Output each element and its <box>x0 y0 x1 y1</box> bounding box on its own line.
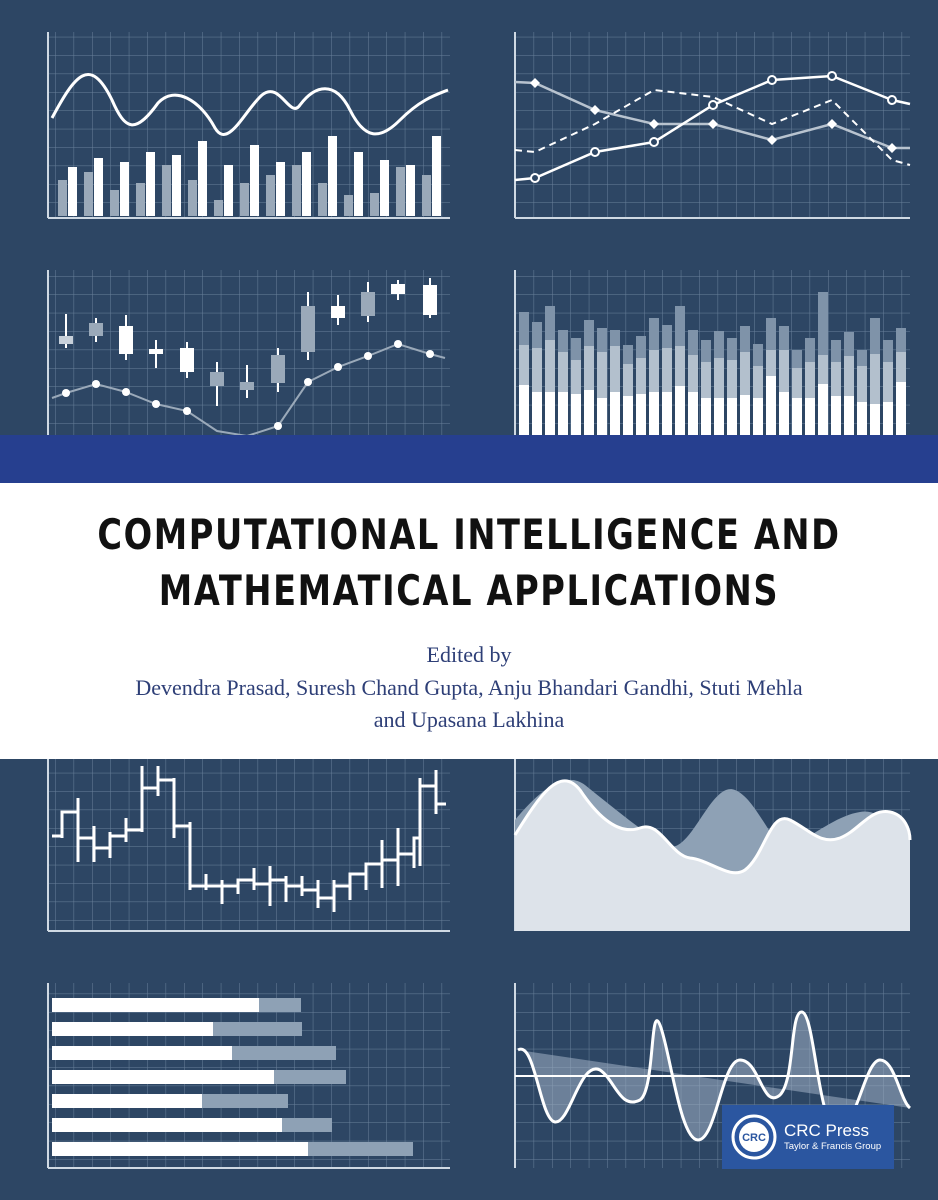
publisher-name: CRC Press <box>784 1121 870 1140</box>
editors-line-2: and Upasana Lakhina <box>373 707 565 732</box>
decorative-stacked-bar-chart <box>515 270 910 435</box>
decorative-multi-line-chart <box>515 32 910 218</box>
crc-logo-icon <box>730 1113 778 1161</box>
decorative-candlestick-chart <box>48 270 450 436</box>
book-title-line-1: COMPUTATIONAL INTELLIGENCE AND <box>97 510 841 559</box>
decorative-area-chart <box>515 759 910 931</box>
decorative-bar-wave-chart <box>48 32 450 218</box>
edited-by-label: Edited by <box>426 642 512 667</box>
editors-line-1: Devendra Prasad, Suresh Chand Gupta, Anju Bhandari Gandhi, Stuti Mehla <box>135 675 803 700</box>
book-title <box>94 507 844 619</box>
decorative-step-chart <box>48 759 450 931</box>
book-title-line-2: MATHEMATICAL APPLICATIONS <box>158 566 780 615</box>
title-panel <box>0 483 938 759</box>
crc-logo-text: CRC <box>742 1132 766 1144</box>
publisher-text <box>784 1121 881 1153</box>
publisher-logo <box>722 1105 894 1169</box>
decorative-horizontal-bar-chart <box>48 983 450 1168</box>
accent-band <box>0 435 938 483</box>
publisher-group: Taylor & Francis Group <box>784 1141 882 1152</box>
editor-list <box>0 672 938 736</box>
